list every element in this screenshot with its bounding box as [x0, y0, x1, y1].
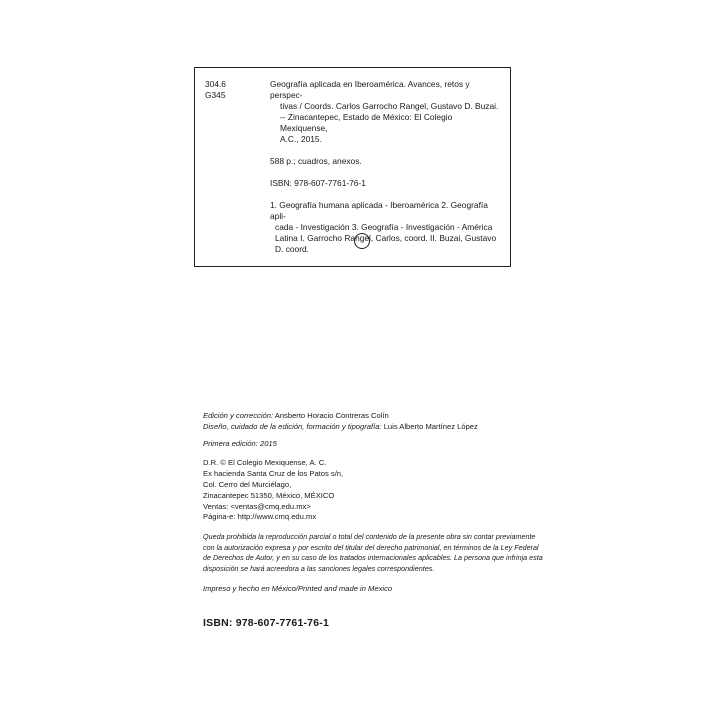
subject-line: Latina I. Garrocho Rangel, Carlos, coord. II. Buzai, Gustavo: [275, 233, 497, 243]
physical-description: 588 p.; cuadros, anexos.: [270, 156, 362, 166]
catalog-card: [194, 67, 511, 267]
sales-email: Ventas: <ventas@cmq.edu.mx>: [203, 501, 311, 511]
title-line: A.C., 2015.: [280, 134, 322, 144]
address-line: Zinacantepec 51350, México, MÉXICO: [203, 490, 335, 500]
subject-line: 1. Geografía humana aplicada - Iberoamérica 2. Geografía apli-: [270, 200, 488, 221]
call-number-class: 304.6: [205, 79, 226, 89]
edition-label: Edición y corrección:: [203, 411, 274, 420]
title-line: Geografía aplicada en Iberoamérica. Avances, retos y perspec-: [270, 79, 470, 100]
address-line: Ex hacienda Santa Cruz de los Patos s/n,: [203, 469, 344, 479]
call-number-cutter: G345: [205, 90, 226, 100]
title-line: -- Zinacantepec, Estado de México: El Colegio Mexiquense,: [280, 112, 453, 133]
credits-block: [203, 411, 573, 594]
edition-credit: [203, 411, 573, 422]
title-statement: [270, 79, 500, 145]
design-value: Luis Alberto Martínez López: [383, 421, 478, 431]
legal-line: con la autorización expresa y por escrito del titular del derecho patrimonial, en términos de la Ley Federal: [203, 542, 539, 552]
address-line: Col. Cerro del Murciélago,: [203, 479, 292, 489]
card-punch-hole-icon: [354, 233, 370, 249]
subject-line: D. coord.: [275, 244, 309, 254]
legal-line: disposición se hará acreedora a las sanciones legales correspondientes.: [203, 563, 435, 573]
subject-line: cada - Investigación 3. Geografía - Investigación - América: [275, 222, 493, 232]
catalog-entry: [270, 79, 500, 266]
call-number: [205, 79, 226, 101]
edition-value: Ansberto Horacio Contreras Colín: [274, 411, 389, 420]
isbn-footer: ISBN: 978-607-7761-76-1: [203, 617, 330, 629]
address-line: D.R. © El Colegio Mexiquense, A. C.: [203, 458, 327, 468]
legal-line: Queda prohibida la reproducción parcial o total del contenido de la presente obra sin contar previamente: [203, 532, 536, 542]
website: Página-e: http://www.cmq.edu.mx: [203, 512, 317, 522]
publisher-address: [203, 458, 573, 523]
copyright-notice: [203, 532, 568, 574]
design-label: Diseño, cuidado de la edición, formación y tipografía:: [203, 421, 382, 431]
legal-line: de Derechos de Autor, y en su caso de los tratados internacionales aplicables. La persona que infrinja esta: [203, 553, 543, 563]
title-line: tivas / Coords. Carlos Garrocho Rangel, Gustavo D. Buzai.: [280, 101, 499, 111]
first-edition: Primera edición: 2015: [203, 438, 277, 448]
printed-in: Impreso y hecho en México/Printed and made in Mexico: [203, 583, 393, 593]
card-isbn: ISBN: 978-607-7761-76-1: [270, 178, 366, 188]
design-credit: [203, 422, 573, 433]
subject-headings: [270, 200, 500, 255]
